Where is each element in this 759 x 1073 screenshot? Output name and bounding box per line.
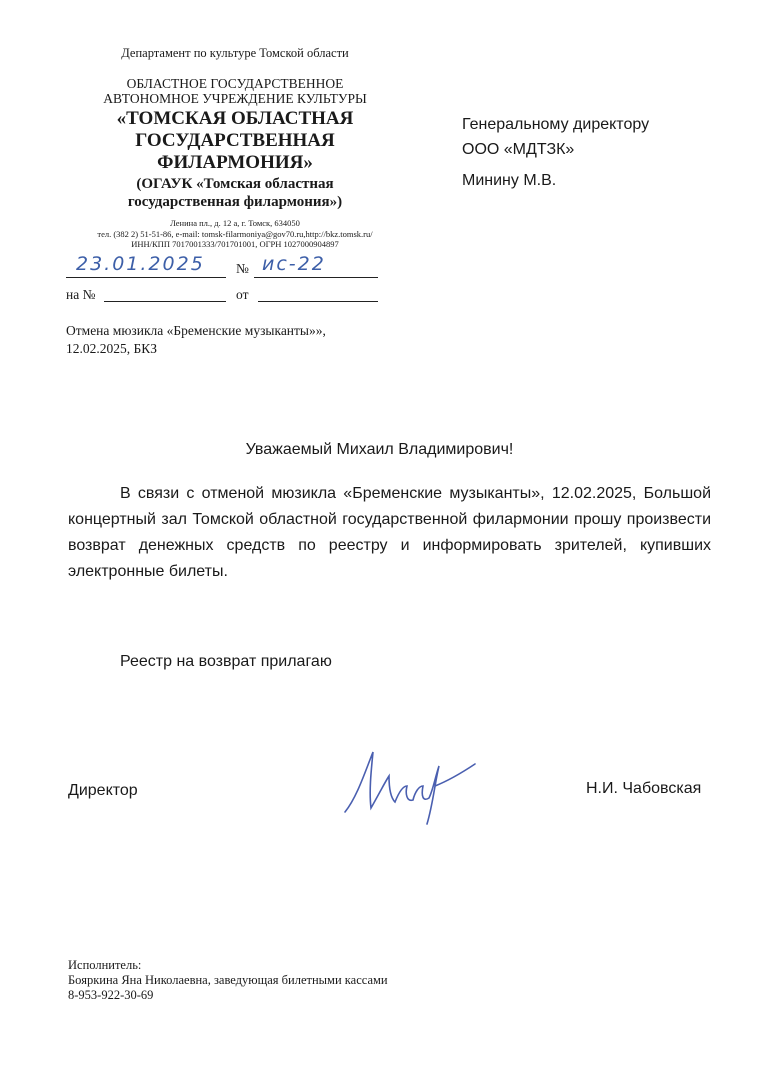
number-underline [254, 277, 378, 278]
from-underline [258, 301, 378, 302]
org-type-line: ОБЛАСТНОЕ ГОСУДАРСТВЕННОЕ [126, 76, 344, 91]
reference-label: на № [66, 287, 96, 302]
subject-line: 12.02.2025, БКЗ [66, 341, 158, 356]
org-name [60, 108, 410, 174]
inn-line: ИНН/КПП 7017001333/701701001, ОГРН 1027000904897 [131, 239, 339, 249]
handwritten-signature [335, 742, 485, 832]
signer-name: Н.И. Чабовская [586, 780, 702, 797]
greeting: Уважаемый Михаил Владимирович! [245, 441, 514, 458]
reference-underline [104, 301, 226, 302]
executor-phone: 8-953-922-30-69 [68, 988, 154, 1002]
recipient-position: Генеральному директору [462, 116, 650, 133]
recipient-company: ООО «МДТЗК» [462, 141, 575, 158]
phone-email-line: тел. (382 2) 51-51-86, e-mail: tomsk-filarmoniya@gov70.ru,http://bkz.tomsk.ru/ [97, 228, 373, 239]
org-abbreviation [60, 175, 410, 211]
address-line: Ленина пл., д. 12 а, г. Томск, 634050 [170, 218, 300, 228]
org-type-line: АВТОНОМНОЕ УЧРЕЖДЕНИЕ КУЛЬТУРЫ [103, 91, 367, 106]
executor-name: Бояркина Яна Николаевна, заведующая билетными кассами [68, 973, 388, 987]
signer-position: Директор [68, 782, 138, 799]
subject-line: Отмена мюзикла «Бременские музыканты»», [66, 323, 326, 338]
org-name-line: ФИЛАРМОНИЯ» [157, 152, 313, 173]
org-abbr-line: (ОГАУК «Томская областная [136, 176, 334, 192]
recipient-name: Минину М.В. [462, 172, 557, 189]
letter-body: В связи с отменой мюзикла «Бременские музыканты», 12.02.2025, Большой концертный зал Томской областной государственной филармонии прошу произвести возврат денежных средств по реестру и информировать зрителей, купивших электронные билеты. [68, 485, 711, 580]
number-label: № [236, 261, 249, 276]
executor-label: Исполнитель: [68, 958, 142, 972]
org-type [60, 76, 410, 106]
date-underline [66, 277, 226, 278]
executor-block [68, 958, 388, 1003]
org-name-line: ГОСУДАРСТВЕННАЯ [135, 130, 335, 151]
recipient-block [462, 112, 649, 193]
letter-subject [66, 322, 326, 358]
org-contacts [60, 218, 410, 250]
outgoing-date-handwritten: 23.01.2025 [76, 253, 205, 275]
outgoing-number-handwritten: ис-22 [262, 253, 326, 275]
from-label: от [236, 287, 249, 302]
department-name: Департамент по культуре Томской области [121, 46, 349, 60]
org-name-line: «ТОМСКАЯ ОБЛАСТНАЯ [116, 108, 354, 129]
org-abbr-line: государственная филармония») [127, 194, 343, 210]
attachment-note: Реестр на возврат прилагаю [120, 653, 332, 670]
